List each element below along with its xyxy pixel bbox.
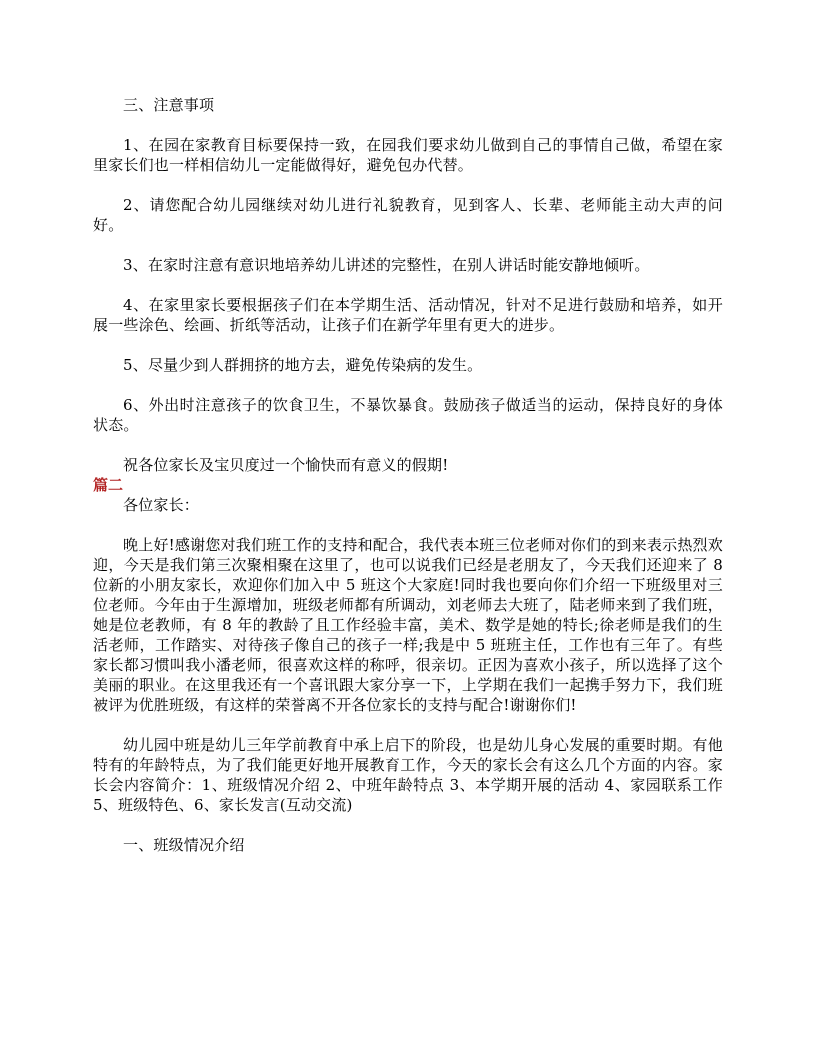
welcome-paragraph: 晚上好!感谢您对我们班工作的支持和配合，我代表本班三位老师对你们的到来表示热烈欢迎，今天是我们第三次聚相聚在这里了，也可以说我们已经是老朋友了，今天我们还迎来了 8 位新的小朋友家长，欢迎你们加入中 5 班这个大家庭!同时我也要向你们介绍一下班级里对三位老师。今年由于生源增加，班级老师都有所调动，刘老师去大班了，陆老师来到了我们班，她是位老教师，有 8 年的教龄了且工作经验丰富，美术、数学是她的特长;徐老师是我们的生活老师，工作踏实、对待孩子像自己的孩子一样;我是中 5 班班主任，工作也有三年了。有些家长都习惯叫我小潘老师，很喜欢这样的称呼，很亲切。正因为喜欢小孩子，所以选择了这个美丽的职业。在这里我还有一个喜讯跟大家分享一下，上学期在我们一起携手努力下，我们班被评为优胜班级，有这样的荣誉离不开各位家长的支持与配合!谢谢你们! <box>93 536 723 714</box>
agenda-paragraph: 幼儿园中班是幼儿三年学前教育中承上启下的阶段，也是幼儿身心发展的重要时期。有他特有的年龄特点，为了我们能更好地开展教育工作，今天的家长会有这么几个方面的内容。家长会内容简介：1、班级情况介绍 2、中班年龄特点 3、本学期开展的活动 4、家园联系工作 5、班级特色、6、家长发言(互动交流) <box>93 736 723 814</box>
note-item-2: 2、请您配合幼儿园继续对幼儿进行礼貌教育，见到客人、长辈、老师能主动大声的问好。 <box>93 196 723 234</box>
note-item-1: 1、在园在家教育目标要保持一致，在园我们要求幼儿做到自己的事情自己做，希望在家里家长们也一样相信幼儿一定能做得好，避免包办代替。 <box>93 136 723 174</box>
note-item-3: 3、在家时注意有意识地培养幼儿讲述的完整性，在别人讲话时能安静地倾听。 <box>123 256 650 274</box>
note-item-6: 6、外出时注意孩子的饮食卫生，不暴饮暴食。鼓励孩子做适当的运动，保持良好的身体状态。 <box>93 396 723 434</box>
greeting: 各位家长： <box>123 496 200 514</box>
closing-wish: 祝各位家长及宝贝度过一个愉快而有意义的假期! <box>123 456 449 474</box>
part-two-title: 篇二 <box>93 476 124 494</box>
section-heading-class-intro: 一、班级情况介绍 <box>123 836 245 854</box>
document-page <box>93 95 723 855</box>
note-item-5: 5、尽量少到人群拥挤的地方去，避免传染病的发生。 <box>123 356 483 374</box>
section-heading-notes: 三、注意事项 <box>123 96 215 114</box>
note-item-4: 4、在家里家长要根据孩子们在本学期生活、活动情况，针对不足进行鼓励和培养，如开展一些涂色、绘画、折纸等活动，让孩子们在新学年里有更大的进步。 <box>93 296 723 334</box>
